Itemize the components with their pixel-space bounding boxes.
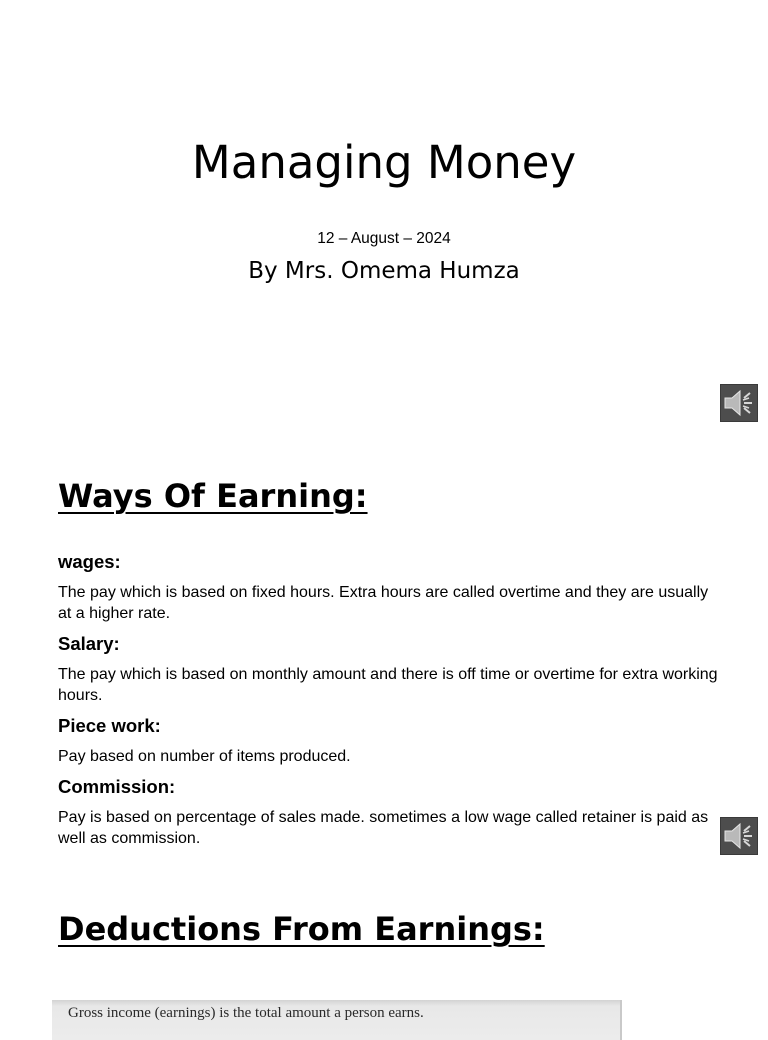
deductions-slide [0, 866, 768, 1024]
description-salary: The pay which is based on monthly amount and there is off time or overtime for extra working hours. [58, 666, 718, 704]
term-commission: Commission: [58, 776, 176, 797]
presentation-title: Managing Money [191, 136, 577, 189]
term-piece-work: Piece work: [58, 715, 161, 736]
description-piece-work: Pay based on number of items produced. [58, 748, 351, 765]
speaker-icon [720, 384, 758, 422]
title-slide [0, 0, 768, 433]
speaker-icon [720, 817, 758, 855]
term-wages: wages: [58, 551, 121, 572]
presentation-author: By Mrs. Omema Humza [248, 258, 520, 284]
scanned-image-text: Gross income (earnings) is the total amount a person earns. [68, 1005, 424, 1021]
audio-speaker-button[interactable] [720, 384, 758, 422]
presentation-date: 12 – August – 2024 [317, 230, 451, 247]
scanned-textbook-image [52, 1000, 622, 1040]
deductions-heading: Deductions From Earnings: [58, 910, 545, 948]
earning-heading: Ways Of Earning: [58, 477, 368, 515]
audio-speaker-button[interactable] [720, 817, 758, 855]
term-salary: Salary: [58, 633, 120, 654]
earning-slide [0, 433, 768, 866]
description-wages: The pay which is based on fixed hours. Extra hours are called overtime and they are usually at a higher rate. [58, 584, 709, 622]
description-commission: Pay is based on percentage of sales made. sometimes a low wage called retainer is paid as well as commission. [58, 809, 709, 847]
